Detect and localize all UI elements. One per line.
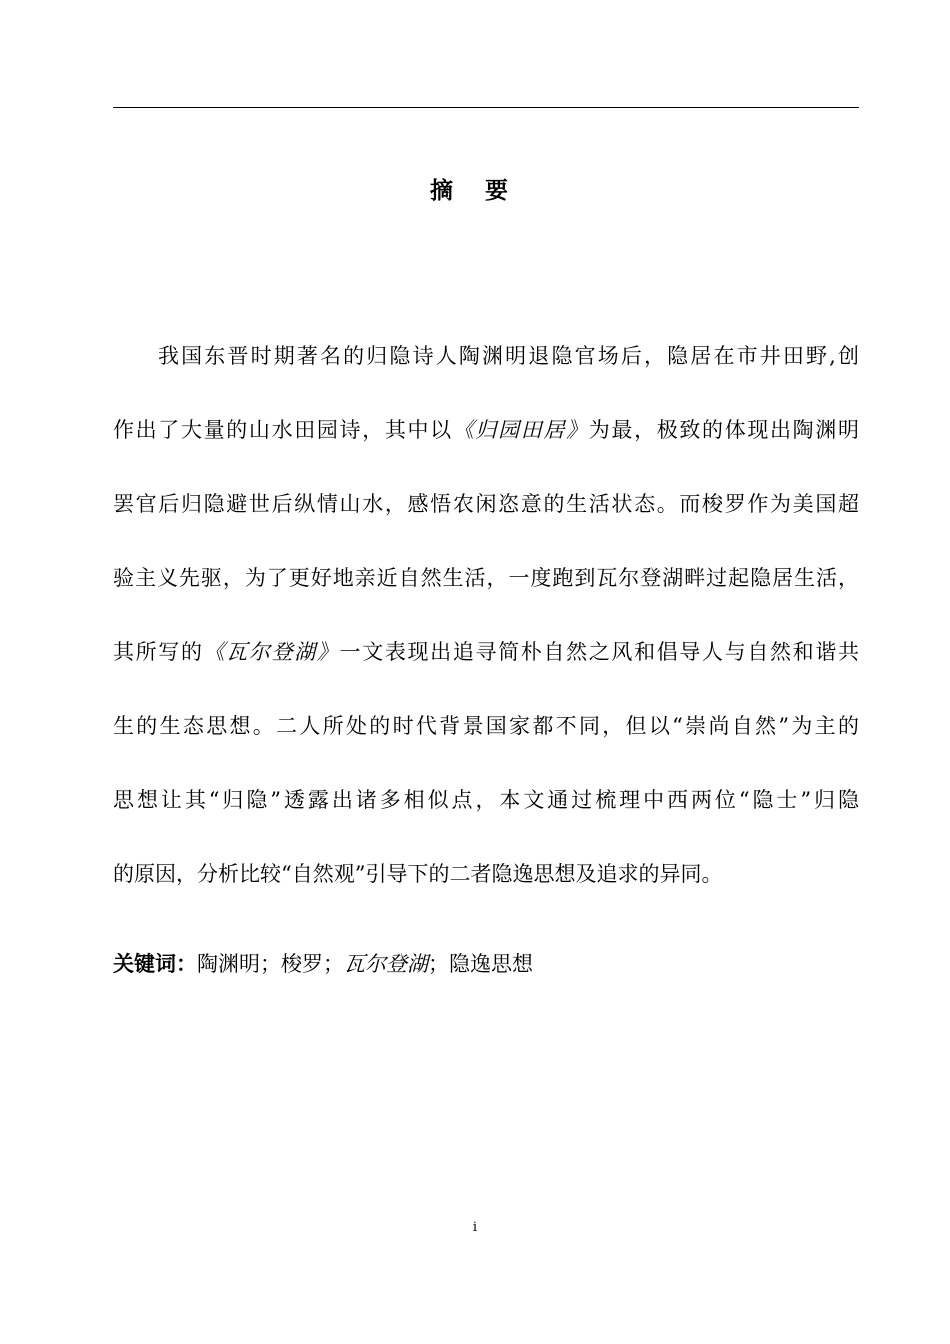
abstract-text: 一文表现出追寻简朴自然之风和倡导人与自然和谐共 <box>339 640 859 664</box>
keyword: 陶渊明； <box>197 952 281 976</box>
keywords-label: 关键词： <box>113 952 197 976</box>
keywords-line <box>113 944 533 984</box>
abstract-line-2 <box>113 410 859 450</box>
work-title-walden: 《瓦尔登湖》 <box>203 640 340 664</box>
abstract-line-7: 思想让其“归隐”透露出诸多相似点，本文通过梳理中西两位“隐士”归隐 <box>113 788 859 812</box>
abstract-text: 其所写的 <box>113 640 204 664</box>
keyword: 瓦尔登湖 <box>344 952 428 976</box>
abstract-line-5 <box>113 632 859 672</box>
keyword: ；隐逸思想 <box>428 952 533 976</box>
abstract-title: 摘 要 <box>429 178 520 204</box>
keyword: 梭罗； <box>281 952 344 976</box>
page-number: i <box>472 1220 478 1235</box>
abstract-text: 作出了大量的山水田园诗，其中以 <box>113 418 453 442</box>
abstract-line-1: 我国东晋时期著名的归隐诗人陶渊明退隐官场后，隐居在市井田野,创 <box>158 344 859 368</box>
work-title-guiyuantianju: 《归园田居》 <box>452 418 589 442</box>
abstract-line-4: 验主义先驱，为了更好地亲近自然生活，一度跑到瓦尔登湖畔过起隐居生活， <box>113 566 859 590</box>
abstract-line-3: 罢官后归隐避世后纵情山水，感悟农闲恣意的生活状态。而梭罗作为美国超 <box>113 492 859 516</box>
abstract-line-6: 生的生态思想。二人所处的时代背景国家都不同，但以“崇尚自然”为主的 <box>113 714 859 738</box>
abstract-line-8: 的原因，分析比较“自然观”引导下的二者隐逸思想及追求的异同。 <box>113 862 723 886</box>
header-rule <box>113 107 859 108</box>
abstract-text: 为最，极致的体现出陶渊明 <box>588 418 859 442</box>
